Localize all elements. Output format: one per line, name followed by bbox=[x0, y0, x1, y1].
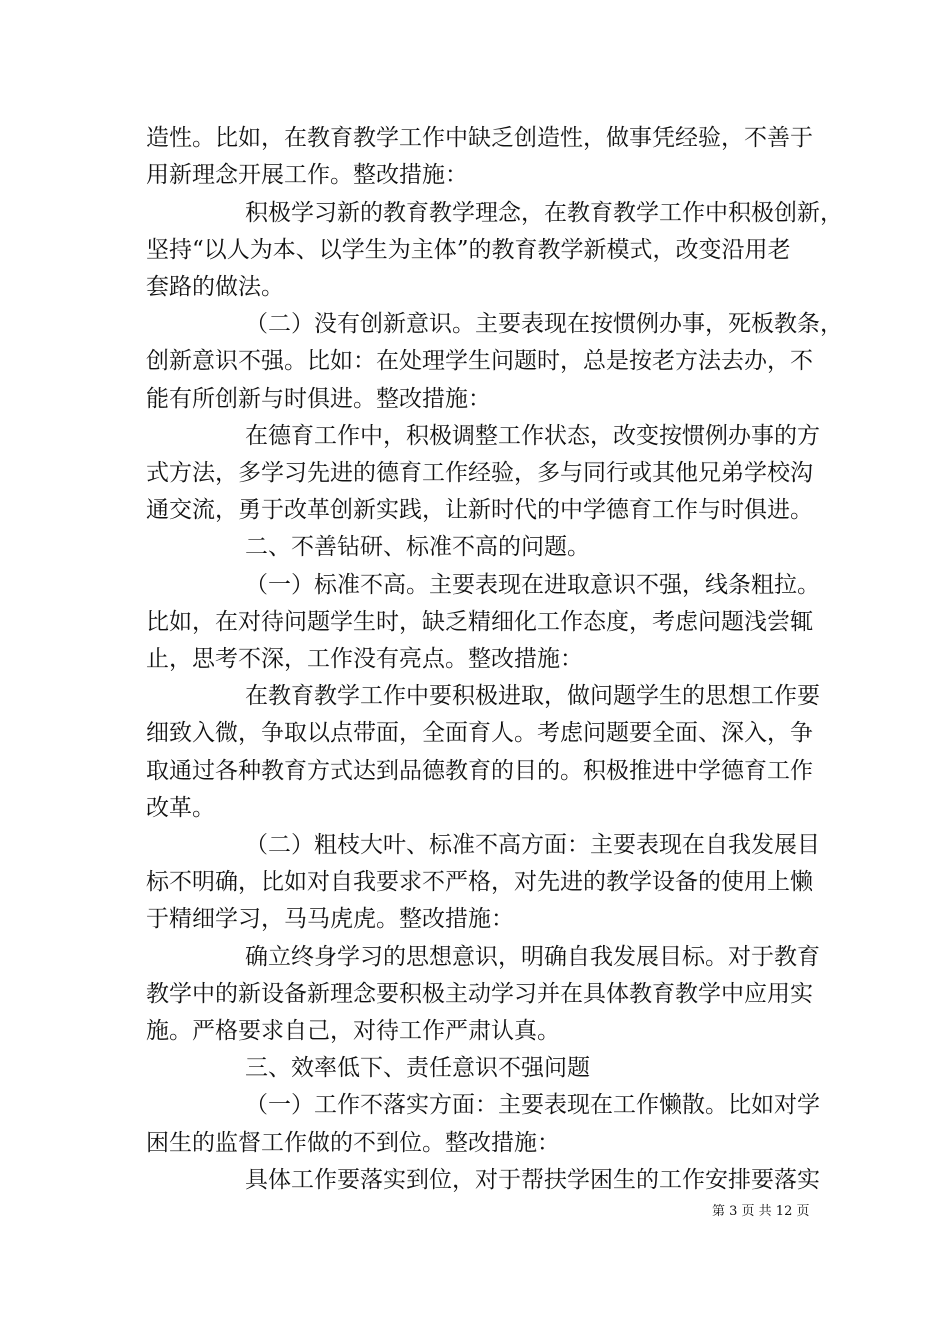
text-line: 施。严格要求自己，对待工作严肃认真。 bbox=[146, 1018, 560, 1044]
text-line: 困生的监督工作做的不到位。整改措施： bbox=[146, 1130, 560, 1156]
text-line: 取通过各种教育方式达到品德教育的目的。积极推进中学德育工作 bbox=[146, 758, 813, 784]
text-line: 式方法，多学习先进的德育工作经验，多与同行或其他兄弟学校沟 bbox=[146, 460, 813, 486]
text-line: 在德育工作中，积极调整工作状态，改变按惯例办事的方 bbox=[245, 423, 820, 449]
text-line: 教学中的新设备新理念要积极主动学习并在具体教育教学中应用实 bbox=[146, 981, 813, 1007]
text-line: 创新意识不强。比如：在处理学生问题时，总是按老方法去办，不 bbox=[146, 348, 813, 374]
text-line: 用新理念开展工作。整改措施： bbox=[146, 162, 468, 188]
text-line: （一）标准不高。主要表现在进取意识不强，线条粗拉。 bbox=[245, 572, 820, 598]
page-number-footer: 第 3 页 共 12 页 bbox=[712, 1204, 810, 1219]
text-line: 比如，在对待问题学生时，缺乏精细化工作态度，考虑问题浅尝辄 bbox=[146, 609, 813, 635]
text-line: 确立终身学习的思想意识，明确自我发展目标。对于教育 bbox=[245, 944, 820, 970]
text-line: （二）没有创新意识。主要表现在按惯例办事，死板教条， bbox=[245, 311, 843, 337]
text-line: 在教育教学工作中要积极进取，做问题学生的思想工作要 bbox=[245, 683, 820, 709]
text-line: 止，思考不深，工作没有亮点。整改措施： bbox=[146, 646, 583, 672]
section-heading: 二、不善钻研、标准不高的问题。 bbox=[245, 534, 590, 560]
text-line: 造性。比如，在教育教学工作中缺乏创造性，做事凭经验，不善于 bbox=[146, 125, 813, 151]
text-line: 套路的做法。 bbox=[146, 274, 284, 300]
text-line: 于精细学习，马马虎虎。整改措施： bbox=[146, 906, 514, 932]
text-line: 标不明确，比如对自我要求不严格，对先进的教学设备的使用上懒 bbox=[146, 869, 813, 895]
text-line: 具体工作要落实到位，对于帮扶学困生的工作安排要落实 bbox=[245, 1167, 820, 1193]
text-line: 能有所创新与时俱进。整改措施： bbox=[146, 386, 491, 412]
text-line: 通交流，勇于改革创新实践，让新时代的中学德育工作与时俱进。 bbox=[146, 497, 813, 523]
text-line: 改革。 bbox=[146, 795, 215, 821]
text-line: （一）工作不落实方面：主要表现在工作懒散。比如对学 bbox=[245, 1092, 820, 1118]
text-line: （二）粗枝大叶、标准不高方面：主要表现在自我发展目 bbox=[245, 832, 820, 858]
section-heading: 三、效率低下、责任意识不强问题 bbox=[245, 1055, 590, 1081]
text-line: 细致入微，争取以点带面，全面育人。考虑问题要全面、深入，争 bbox=[146, 720, 813, 746]
text-line: 坚持“以人为本、以学生为主体”的教育教学新模式，改变沿用老 bbox=[146, 237, 791, 263]
text-line: 积极学习新的教育教学理念，在教育教学工作中积极创新， bbox=[245, 200, 843, 226]
